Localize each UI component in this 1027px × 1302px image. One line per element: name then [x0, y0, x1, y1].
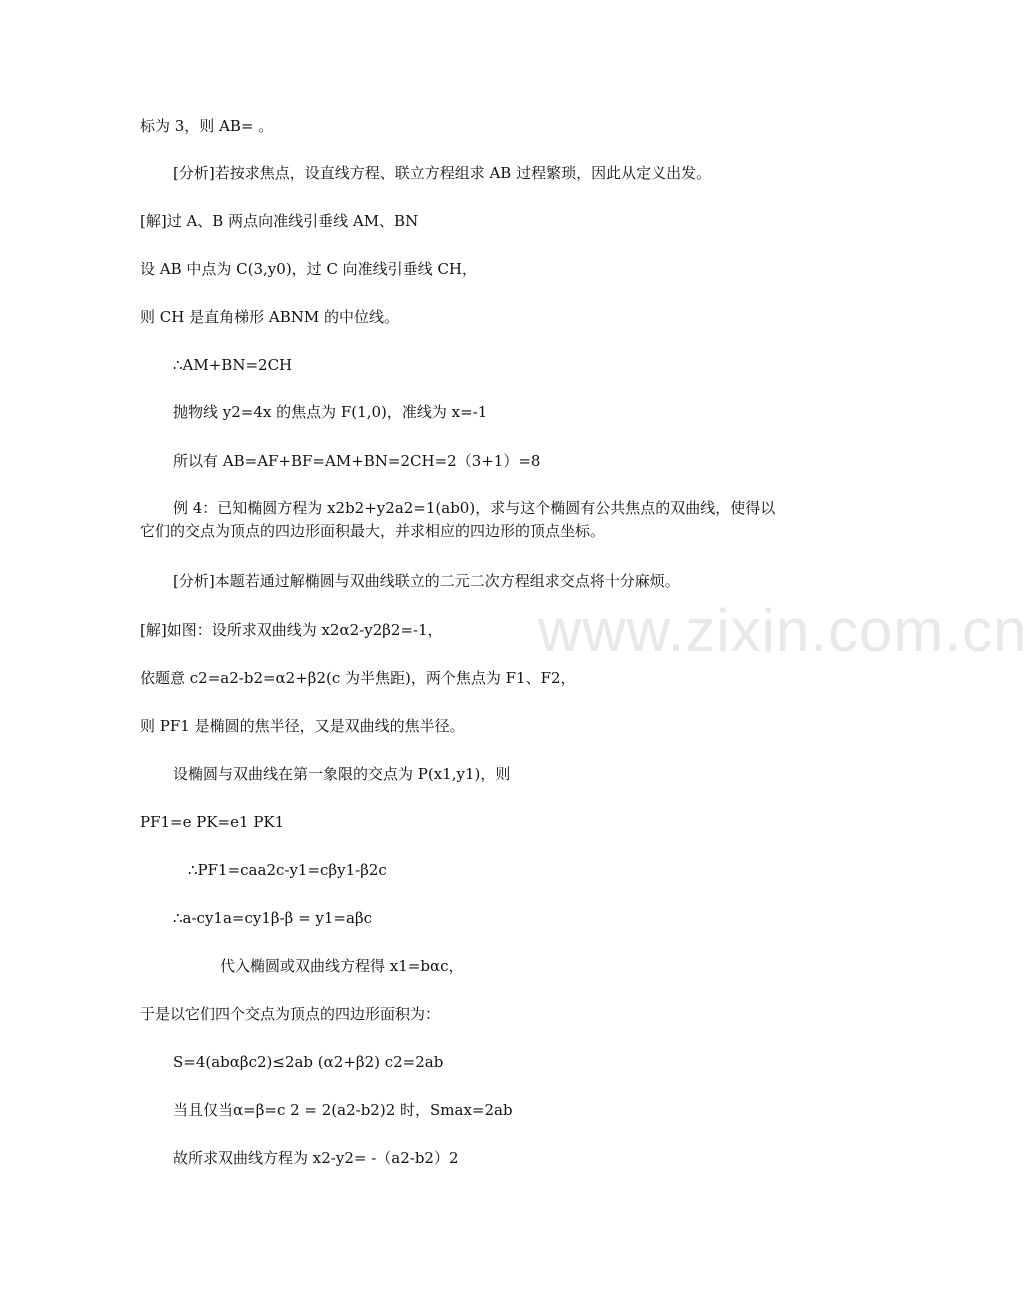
formula-line: 所以有 AB=AF+BF=AM+BN=2CH=2（3+1）=8 [173, 452, 541, 470]
analysis-line: [分析]本题若通过解椭圆与双曲线联立的二元二次方程组求交点将十分麻烦。 [173, 572, 680, 590]
formula-line: PF1=e PK=e1 PK1 [140, 813, 285, 831]
text-line: 抛物线 y2=4x 的焦点为 F(1,0)，准线为 x=-1 [173, 403, 488, 421]
text-line: 则 PF1 是椭圆的焦半径，又是双曲线的焦半径。 [140, 717, 465, 735]
text-line: 代入椭圆或双曲线方程得 x1=bαc， [220, 957, 464, 975]
solution-line: [解]如图：设所求双曲线为 x2α2-y2β2=-1， [140, 621, 443, 639]
text-line: 标为 3，则 AB= 。 [140, 117, 274, 135]
analysis-line: [分析]若按求焦点，设直线方程、联立方程组求 AB 过程繁琐，因此从定义出发。 [173, 164, 712, 182]
text-line: 设椭圆与双曲线在第一象限的交点为 P(x1,y1)，则 [173, 765, 511, 783]
solution-line: [解]过 A、B 两点向准线引垂线 AM、BN [140, 212, 419, 230]
text-line: 则 CH 是直角梯形 ABNM 的中位线。 [140, 308, 399, 326]
text-line: 设 AB 中点为 C(3,y0)，过 C 向准线引垂线 CH， [140, 260, 478, 278]
formula-line: ∴AM+BN=2CH [173, 356, 293, 374]
formula-line: S=4(abαβc2)≤2ab (α2+β2) c2=2ab [173, 1053, 444, 1071]
example-paragraph: 例 4：已知椭圆方程为 x2b2+y2a2=1(ab0)，求与这个椭圆有公共焦点的双曲线，使得以它们的交点为顶点的四边形面积最大，并求相应的四边形的顶点坐标。 [140, 499, 776, 540]
conclusion-line: 故所求双曲线方程为 x2-y2= -（a2-b2）2 [173, 1149, 459, 1167]
formula-line: 当且仅当α=β=c 2 = 2(a2-b2)2 时，Smax=2ab [173, 1101, 513, 1119]
watermark: www.zixin.com.cn [538, 597, 1027, 664]
formula-line: ∴PF1=caa2c-y1=cβy1-β2c [188, 861, 387, 879]
text-line: 依题意 c2=a2-b2=α2+β2(c 为半焦距)，两个焦点为 F1、F2， [140, 669, 576, 687]
formula-line: ∴a-cy1a=cy1β-β = y1=aβc [173, 909, 373, 927]
text-line: 于是以它们四个交点为顶点的四边形面积为： [140, 1005, 441, 1023]
